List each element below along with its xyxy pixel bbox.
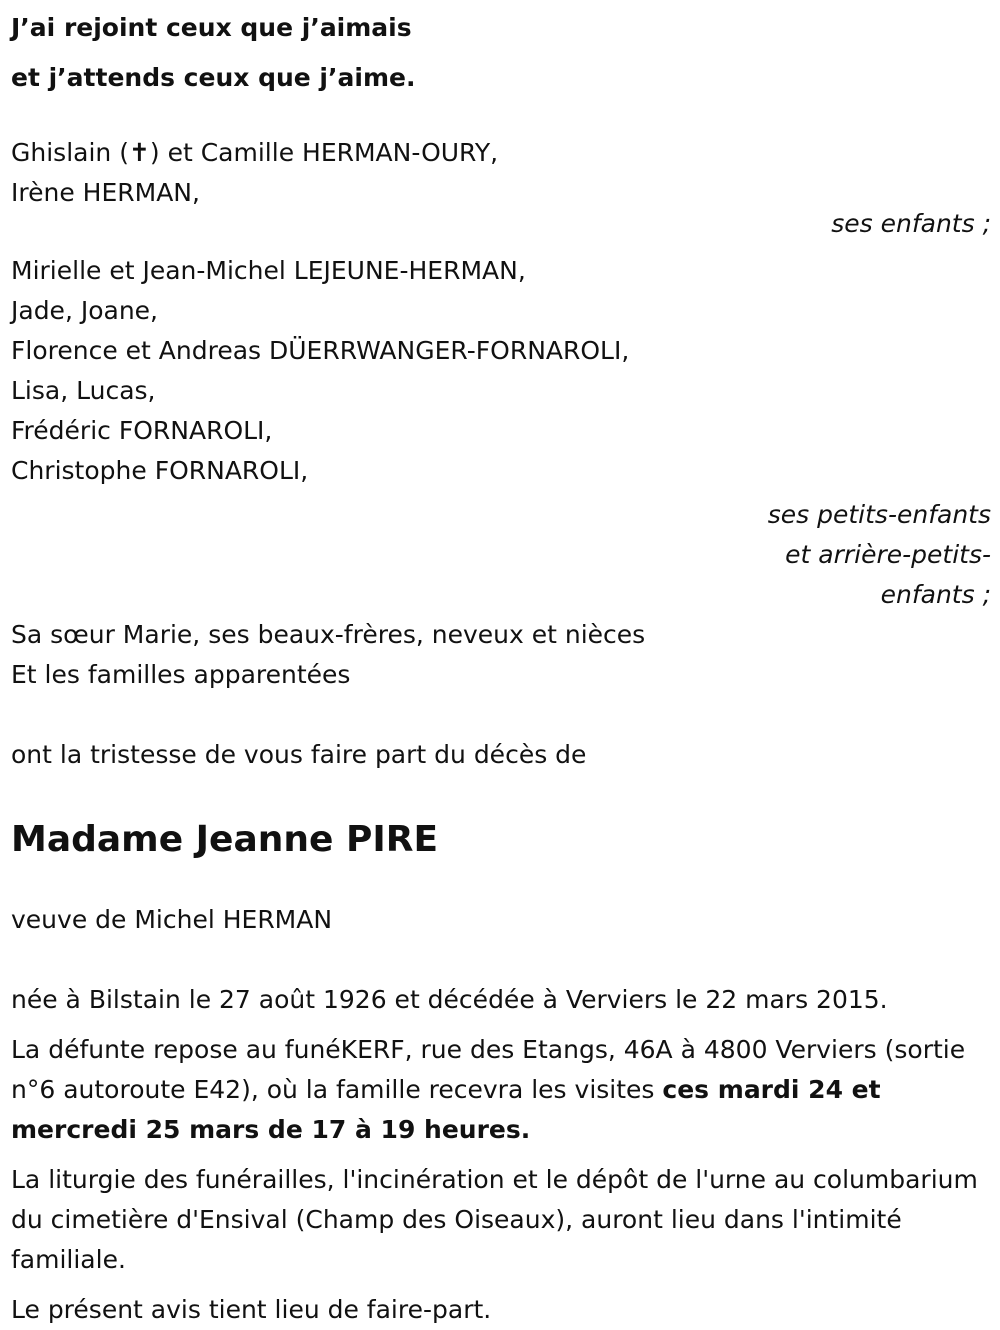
grandchildren-section: [11, 251, 991, 615]
funeral-paragraph: La liturgie des funérailles, l'incinération et le dépôt de l'urne au columbarium du cimetière d'Ensival (Champ des Oiseaux), auront lieu dans l'intimité familiale.: [11, 1165, 978, 1274]
children-role: ses enfants ;: [831, 209, 991, 238]
grandchildren-line-2: Jade, Joane,: [11, 296, 158, 325]
closing-note: Le présent avis tient lieu de faire-part.: [11, 1295, 492, 1324]
epigraph-line-1: J’ai rejoint ceux que j’aimais: [11, 13, 412, 42]
grandchildren-line-3: Florence et Andreas DÜERRWANGER-FORNAROLI,: [11, 336, 630, 365]
epigraph: [11, 3, 991, 103]
epigraph-line-2: et j’attends ceux que j’aime.: [11, 63, 416, 92]
announcement: ont la tristesse de vous faire part du décès de: [11, 740, 587, 769]
family-section: [11, 615, 991, 695]
grandchildren-role-1: ses petits-enfants: [767, 500, 991, 529]
visitation-paragraph: [11, 1030, 991, 1150]
children-section: [11, 133, 991, 237]
grandchildren-line-4: Lisa, Lucas,: [11, 376, 156, 405]
grandchildren-line-5: Frédéric FORNAROLI,: [11, 416, 273, 445]
death-notice: [11, 3, 991, 1330]
family-line-1: Sa sœur Marie, ses beaux-frères, neveux et nièces: [11, 620, 646, 649]
grandchildren-line-6: Christophe FORNAROLI,: [11, 456, 309, 485]
family-line-2: Et les familles apparentées: [11, 660, 351, 689]
deceased-name: Madame Jeanne PIRE: [11, 819, 439, 860]
visitation-text: La défunte repose au funéKERF, rue des Etangs, 46A à 4800 Verviers (sortie n°6 autoroute E42), où la famille recevra les visites: [11, 1035, 966, 1104]
grandchildren-role-3: enfants ;: [880, 580, 991, 609]
widow-of: veuve de Michel HERMAN: [11, 905, 333, 934]
children-line-1: Ghislain (✝) et Camille HERMAN-OURY,: [11, 138, 499, 167]
children-line-2: Irène HERMAN,: [11, 178, 200, 207]
grandchildren-role-2: et arrière-petits-: [785, 540, 991, 569]
visitation-hours: ces mardi 24 et mercredi 25 mars de 17 à 19 heures.: [11, 1075, 881, 1144]
birth-death: née à Bilstain le 27 août 1926 et décédée à Verviers le 22 mars 2015.: [11, 985, 888, 1014]
grandchildren-line-1: Mirielle et Jean-Michel LEJEUNE-HERMAN,: [11, 256, 526, 285]
